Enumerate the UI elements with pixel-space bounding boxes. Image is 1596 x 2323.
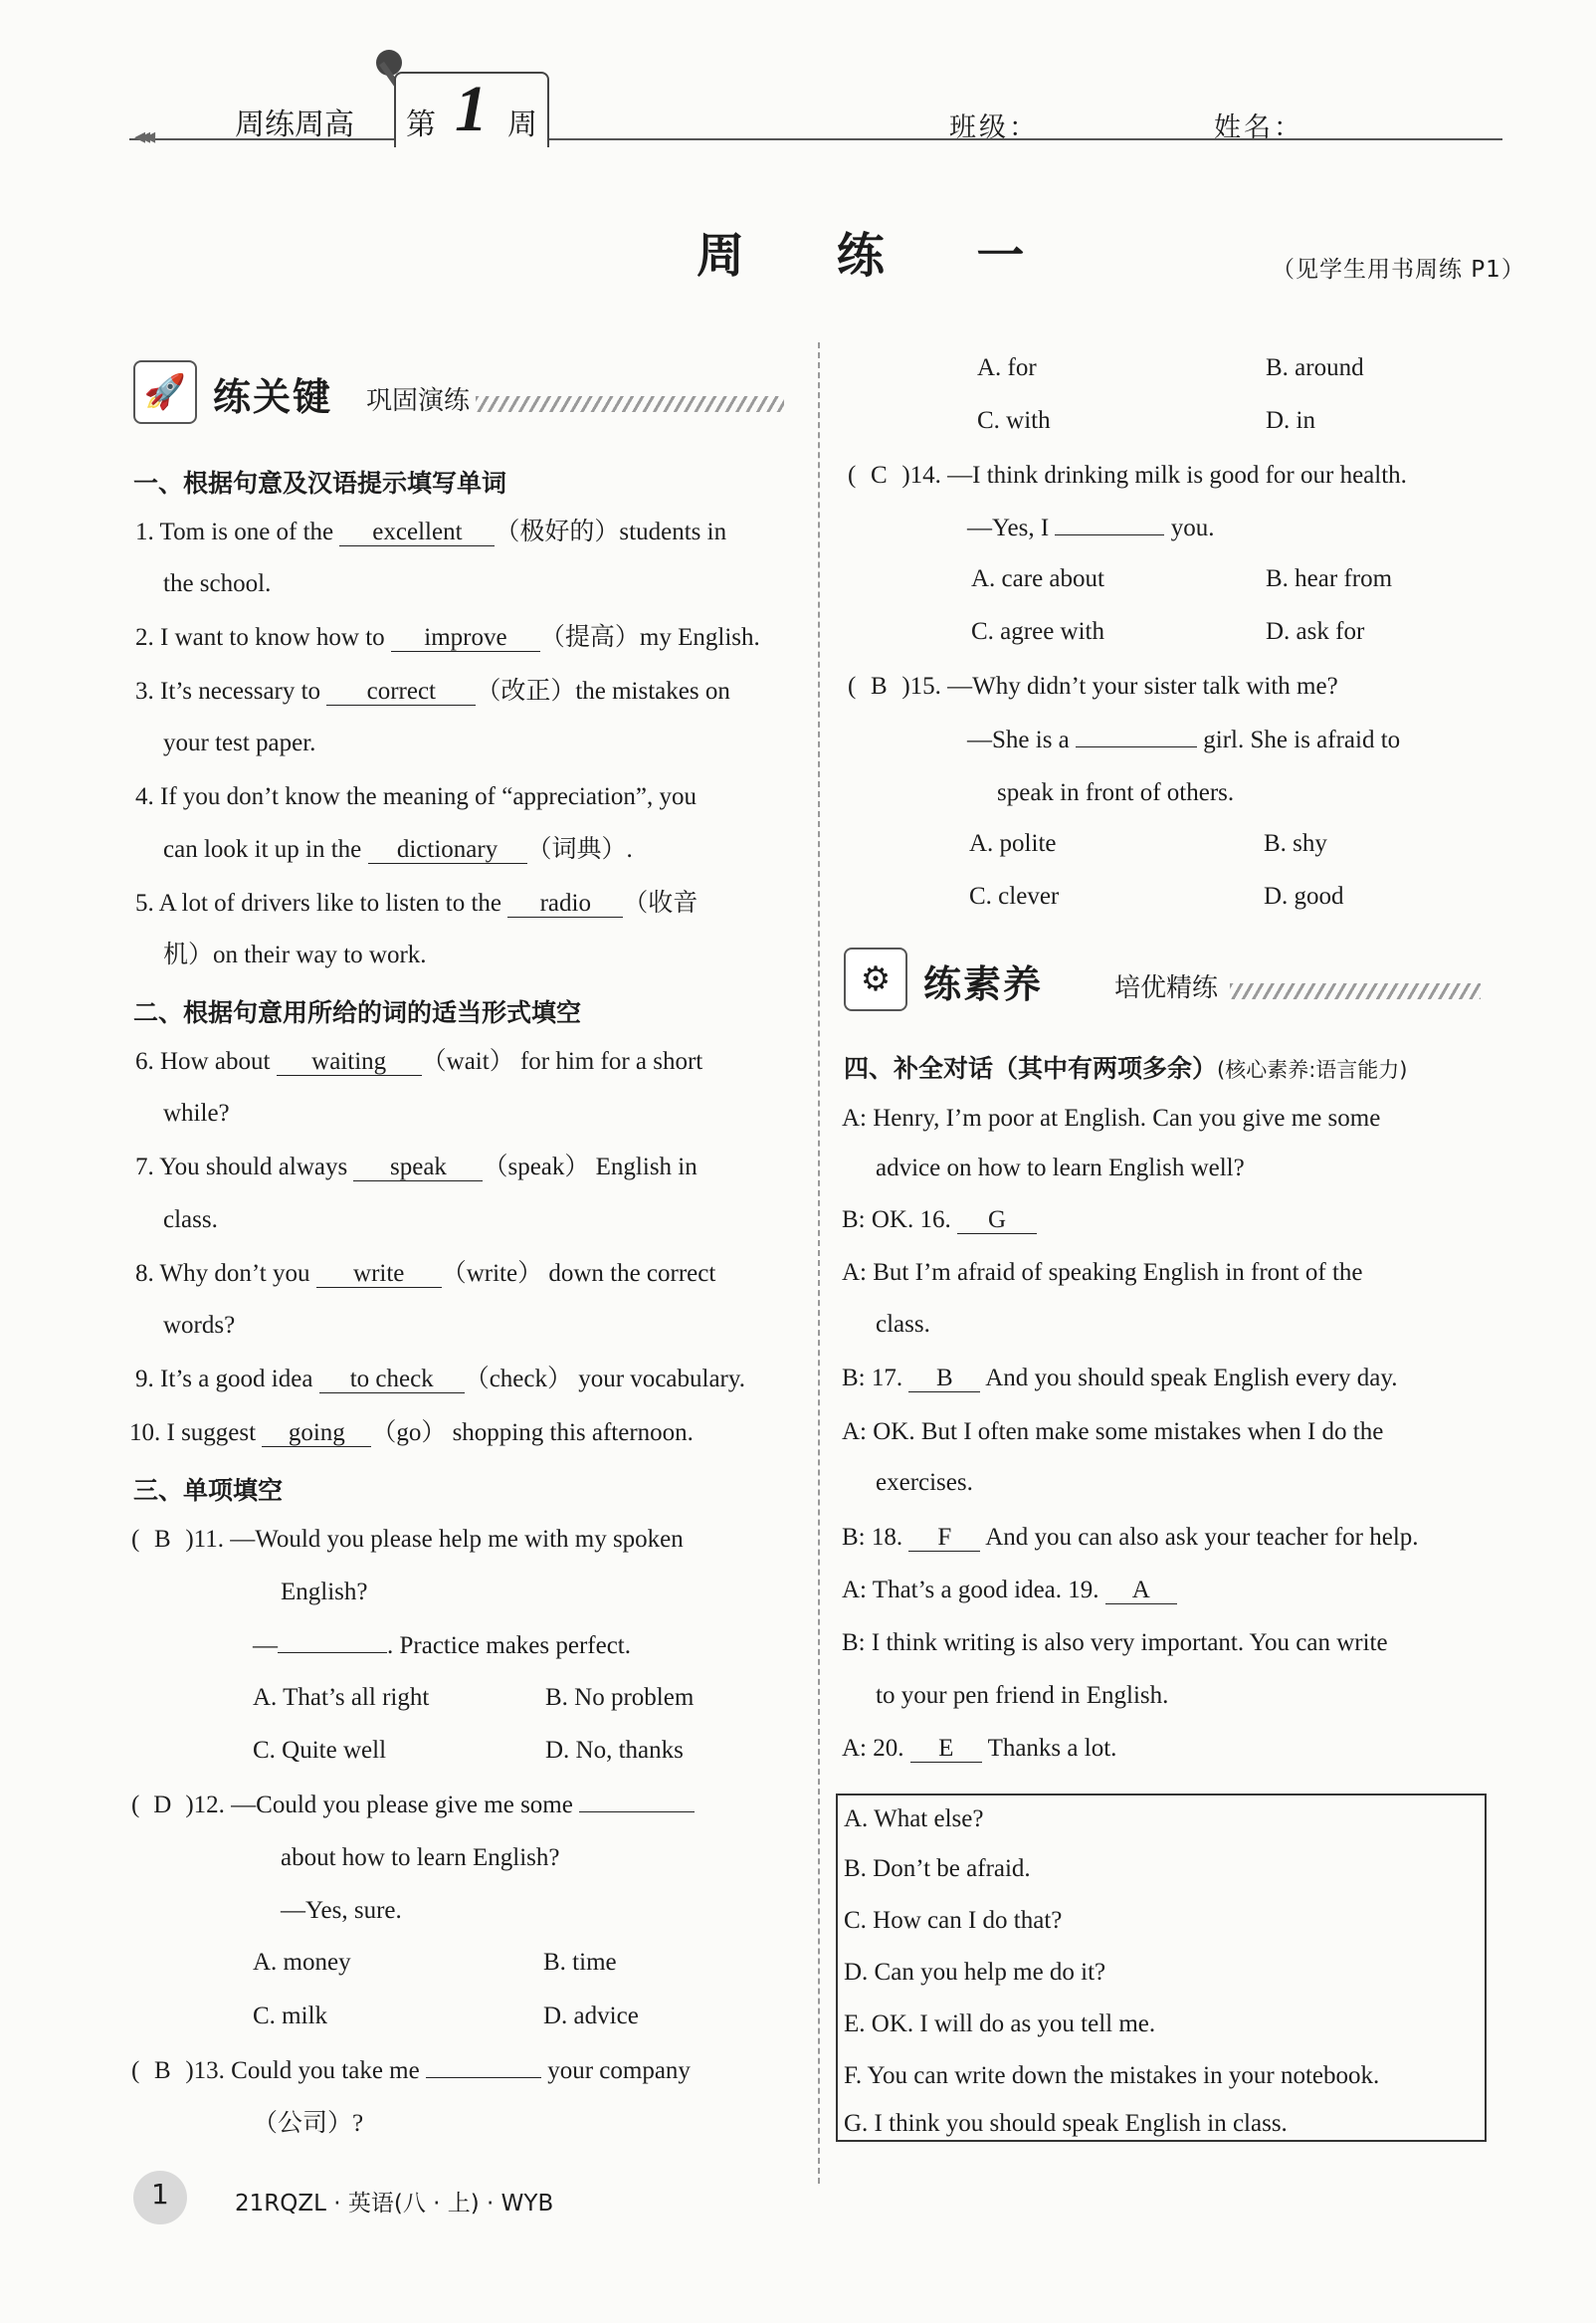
dialogue-line-5-cont: exercises.: [876, 1469, 973, 1496]
part-4-heading: 四、补全对话（其中有两项多余）(核心素养:语言能力): [844, 1054, 1408, 1083]
dialogue-line-1-cont: advice on how to learn English well?: [876, 1155, 1245, 1181]
question-13: ( B )13. Could you take me your company: [131, 2055, 691, 2087]
option-g: G. I think you should speak English in class.: [844, 2110, 1288, 2137]
question-14-reply: —Yes, I you.: [967, 515, 1215, 541]
dialogue-line-9: A: 20. E Thanks a lot.: [842, 1735, 1117, 1762]
q12-option-b: B. time: [543, 1949, 617, 1976]
gear-icon: ⚙: [844, 948, 907, 1011]
section-1-name: 练关键: [213, 375, 333, 419]
answer-11: B: [153, 1526, 171, 1553]
q15-option-c: C. clever: [969, 883, 1060, 910]
option-d: D. Can you help me do it?: [844, 1959, 1106, 1986]
question-11-cont: English?: [281, 1579, 368, 1605]
answer-7: speak: [353, 1155, 483, 1181]
rocket-icon: 🚀: [133, 360, 197, 424]
section-2-name: 练素养: [923, 962, 1044, 1006]
question-15: ( B )15. —Why didn’t your sister talk with me?: [848, 671, 1338, 703]
dialogue-line-7: A: That’s a good idea. 19. A: [842, 1575, 1177, 1606]
q15-option-d: D. good: [1264, 883, 1344, 910]
name-label: 姓名：: [1214, 112, 1303, 143]
q14-option-c: C. agree with: [971, 618, 1104, 645]
option-f: F. You can write down the mistakes in your notebook.: [844, 2062, 1380, 2089]
q13-option-d: D. in: [1266, 407, 1315, 434]
question-1-cont: the school.: [163, 570, 272, 597]
column-divider: [818, 342, 820, 2184]
answer-5: radio: [507, 891, 623, 918]
q13-option-b: B. around: [1266, 354, 1364, 381]
question-7-cont: class.: [163, 1206, 218, 1233]
answer-12: D: [153, 1792, 172, 1818]
options-box: [836, 1794, 1487, 2142]
section-1-stripes: [476, 396, 784, 412]
dialogue-line-1: A: Henry, I’m poor at English. Can you give me some: [842, 1105, 1381, 1132]
answer-14: C: [870, 462, 888, 489]
dialogue-line-3-cont: class.: [876, 1311, 930, 1338]
q13-option-a: A. for: [977, 354, 1037, 381]
question-12-cont: about how to learn English?: [281, 1844, 560, 1871]
q12-option-a: A. money: [253, 1949, 351, 1976]
answer-1: excellent: [339, 520, 495, 546]
dialogue-line-4: B: 17. B And you should speak English every day.: [842, 1365, 1398, 1391]
question-6-cont: while?: [163, 1100, 230, 1127]
answer-18: F: [908, 1525, 980, 1552]
answer-10: going: [262, 1420, 371, 1447]
q11-option-d: D. No, thanks: [545, 1737, 684, 1764]
answer-16: G: [957, 1207, 1037, 1234]
q14-option-a: A. care about: [971, 565, 1104, 592]
question-7: 7. You should always speak （speak） English in: [135, 1154, 698, 1180]
reference-note: （见学生用书周练 P1）: [1272, 257, 1525, 283]
question-1: 1. Tom is one of the excellent （极好的）students in: [135, 519, 727, 545]
option-c: C. How can I do that?: [844, 1907, 1063, 1934]
q13-option-c: C. with: [977, 407, 1051, 434]
section-2-subtitle: 培优精练: [1114, 973, 1219, 1003]
dialogue-line-8: B: I think writing is also very important. You can write: [842, 1629, 1388, 1656]
question-11-reply: — . Practice makes perfect.: [253, 1632, 632, 1659]
answer-15: B: [870, 673, 888, 700]
part-1-heading: 一、根据句意及汉语提示填写单词: [133, 469, 507, 498]
question-5-cont: 机）on their way to work.: [163, 942, 427, 968]
question-12-reply: —Yes, sure.: [281, 1897, 402, 1924]
question-4-cont: can look it up in the dictionary （词典）.: [163, 836, 633, 863]
question-8-cont: words?: [163, 1312, 236, 1339]
option-b: B. Don’t be afraid.: [844, 1855, 1031, 1882]
dialogue-line-6: B: 18. F And you can also ask your teacher for help.: [842, 1524, 1419, 1551]
q12-option-d: D. advice: [543, 2003, 639, 2029]
question-13-cont: （公司）?: [253, 2110, 364, 2137]
dialogue-line-5: A: OK. But I often make some mistakes when I do the: [842, 1418, 1384, 1445]
section-1-subtitle: 巩固演练: [366, 386, 471, 416]
dialogue-line-8-cont: to your pen friend in English.: [876, 1682, 1169, 1709]
dialogue-line-3: A: But I’m afraid of speaking English in front of the: [842, 1259, 1363, 1286]
q12-option-c: C. milk: [253, 2003, 328, 2029]
q14-option-b: B. hear from: [1266, 565, 1393, 592]
question-14: ( C )14. —I think drinking milk is good for our health.: [848, 460, 1407, 492]
answer-8: write: [316, 1261, 442, 1288]
answer-6: waiting: [277, 1049, 422, 1076]
answer-13: B: [153, 2057, 171, 2084]
q15-option-a: A. polite: [969, 830, 1057, 857]
answer-3: correct: [326, 679, 476, 706]
question-5: 5. A lot of drivers like to listen to the radio （收音: [135, 890, 698, 917]
part-3-heading: 三、单项填空: [133, 1476, 284, 1505]
question-12: ( D )12. —Could you please give me some: [131, 1790, 695, 1821]
page-title: 周 练 一: [697, 228, 1063, 284]
class-label: 班级：: [949, 112, 1039, 143]
question-4: 4. If you don’t know the meaning of “appreciation”, you: [135, 783, 697, 810]
dialogue-line-2: B: OK. 16. G: [842, 1204, 1037, 1236]
question-3: 3. It’s necessary to correct （改正）the mistakes on: [135, 678, 730, 705]
q11-option-a: A. That’s all right: [253, 1684, 430, 1711]
answer-9: to check: [319, 1367, 465, 1393]
q14-option-d: D. ask for: [1266, 618, 1365, 645]
header-arrows-icon: ◂◂◂: [134, 123, 150, 148]
question-2: 2. I want to know how to improve （提高）my English.: [135, 624, 760, 651]
question-9: 9. It’s a good idea to check （check） your vocabulary.: [135, 1366, 745, 1392]
question-15-cont: speak in front of others.: [997, 779, 1235, 806]
question-8: 8. Why don’t you write （write） down the correct: [135, 1260, 716, 1287]
answer-20: E: [910, 1736, 982, 1763]
answer-19: A: [1105, 1578, 1177, 1604]
question-10: 10. I suggest going （go） shopping this afternoon.: [129, 1419, 694, 1446]
header-series: 周练周高: [235, 107, 354, 142]
answer-4: dictionary: [368, 837, 527, 864]
question-15-reply: —She is a girl. She is afraid to: [967, 727, 1401, 753]
answer-2: improve: [391, 625, 540, 652]
page-number: 1: [151, 2178, 169, 2211]
option-a: A. What else?: [844, 1805, 984, 1832]
book-code: 21RQZL · 英语(八 · 上) · WYB: [235, 2191, 554, 2217]
section-2-stripes: [1230, 983, 1481, 999]
answer-17: B: [908, 1366, 980, 1392]
q15-option-b: B. shy: [1264, 830, 1327, 857]
question-11: ( B )11. —Would you please help me with my spoken: [131, 1524, 684, 1556]
part-2-heading: 二、根据句意用所给的词的适当形式填空: [133, 998, 582, 1027]
option-e: E. OK. I will do as you tell me.: [844, 2010, 1156, 2037]
q11-option-c: C. Quite well: [253, 1737, 387, 1764]
week-suffix: 周: [507, 107, 537, 142]
week-number: 1: [455, 73, 488, 145]
question-6: 6. How about waiting （wait） for him for a short: [135, 1048, 703, 1075]
question-3-cont: your test paper.: [163, 730, 316, 756]
week-prefix: 第: [406, 107, 436, 142]
q11-option-b: B. No problem: [545, 1684, 695, 1711]
